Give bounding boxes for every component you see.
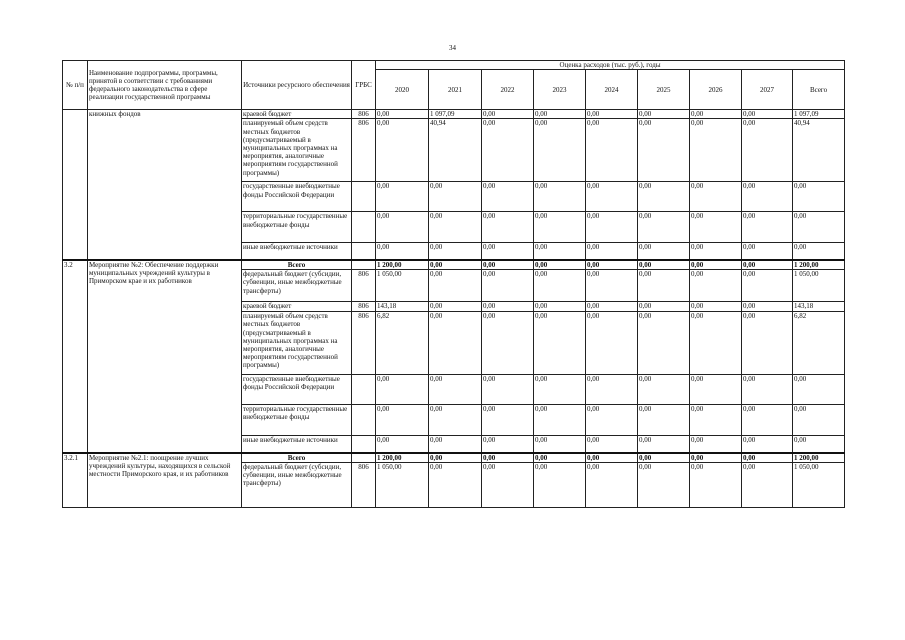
source-cell: территориальные государственные внебюджетные фонды <box>242 212 352 243</box>
value-cell: 0,00 <box>690 119 742 182</box>
value-cell: 40,94 <box>429 119 482 182</box>
header-year: Всего <box>793 70 845 110</box>
value-cell: 0,00 <box>793 182 845 212</box>
value-cell: 0,00 <box>429 243 482 260</box>
grbs-cell <box>352 375 376 405</box>
value-cell: 0,00 <box>638 110 690 119</box>
value-cell: 0,00 <box>534 119 586 182</box>
value-cell: 0,00 <box>742 375 793 405</box>
value-cell: 0,00 <box>482 375 534 405</box>
value-cell: 0,00 <box>793 375 845 405</box>
value-cell: 0,00 <box>482 243 534 260</box>
value-cell: 0,00 <box>429 312 482 375</box>
value-cell: 0,00 <box>482 436 534 453</box>
value-cell: 0,00 <box>742 453 793 463</box>
value-cell: 0,00 <box>482 312 534 375</box>
header-year: 2022 <box>482 70 534 110</box>
value-cell: 0,00 <box>429 270 482 302</box>
value-cell: 1 200,00 <box>793 260 845 270</box>
value-cell: 0,00 <box>690 302 742 312</box>
grbs-cell <box>352 453 376 463</box>
value-cell: 0,00 <box>742 260 793 270</box>
grbs-cell: 806 <box>352 110 376 119</box>
grbs-cell <box>352 182 376 212</box>
grbs-cell <box>352 212 376 243</box>
source-cell: государственные внебюджетные фонды Российской Федерации <box>242 182 352 212</box>
value-cell: 0,00 <box>586 270 638 302</box>
value-cell: 0,00 <box>586 312 638 375</box>
value-cell: 0,00 <box>376 405 429 436</box>
value-cell: 1 050,00 <box>793 462 845 507</box>
item-number: 3.2 <box>63 260 88 453</box>
value-cell: 0,00 <box>534 436 586 453</box>
value-cell: 0,00 <box>638 436 690 453</box>
source-cell: Всего <box>242 453 352 463</box>
value-cell: 0,00 <box>534 405 586 436</box>
value-cell: 0,00 <box>690 462 742 507</box>
value-cell: 0,00 <box>482 453 534 463</box>
value-cell: 1 050,00 <box>793 270 845 302</box>
value-cell: 0,00 <box>482 212 534 243</box>
value-cell: 0,00 <box>534 462 586 507</box>
source-cell: планируемый объем средств местных бюджетов (предусматриваемый в муниципальных программах на мероприятия, аналогичные мероприятиям государственной программы) <box>242 119 352 182</box>
value-cell: 0,00 <box>429 405 482 436</box>
source-cell: иные внебюджетные источники <box>242 243 352 260</box>
value-cell: 0,00 <box>793 243 845 260</box>
value-cell: 0,00 <box>534 260 586 270</box>
value-cell: 0,00 <box>742 243 793 260</box>
item-name: Мероприятие №2: Обеспечение поддержки муниципальных учреждений культуры в Приморском крае и их работников <box>88 260 242 453</box>
value-cell: 0,00 <box>482 302 534 312</box>
source-cell: государственные внебюджетные фонды Российской Федерации <box>242 375 352 405</box>
source-cell: Всего <box>242 260 352 270</box>
value-cell: 0,00 <box>534 375 586 405</box>
grbs-cell <box>352 243 376 260</box>
value-cell: 0,00 <box>690 260 742 270</box>
header-estimate: Оценка расходов (тыс. руб.), годы <box>376 61 845 70</box>
value-cell: 1 097,09 <box>429 110 482 119</box>
value-cell: 0,00 <box>586 260 638 270</box>
value-cell: 0,00 <box>429 212 482 243</box>
value-cell: 0,00 <box>690 270 742 302</box>
value-cell: 1 200,00 <box>793 453 845 463</box>
source-cell: планируемый объем средств местных бюджетов (предусматриваемый в муниципальных программах на мероприятия, аналогичные мероприятиям государственной программы) <box>242 312 352 375</box>
value-cell: 0,00 <box>482 462 534 507</box>
value-cell: 0,00 <box>742 212 793 243</box>
table-row <box>63 453 845 463</box>
grbs-cell <box>352 405 376 436</box>
value-cell: 1 200,00 <box>376 260 429 270</box>
table-row <box>63 110 845 119</box>
grbs-cell: 806 <box>352 270 376 302</box>
header-name: Наименование подпрограммы, программы, принятой в соответствии с требованиями федерального законодательства в сфере реализации государственной программы <box>88 61 242 110</box>
value-cell: 0,00 <box>429 260 482 270</box>
value-cell: 0,00 <box>376 119 429 182</box>
value-cell: 143,18 <box>376 302 429 312</box>
value-cell: 0,00 <box>534 243 586 260</box>
value-cell: 0,00 <box>690 375 742 405</box>
value-cell: 0,00 <box>586 405 638 436</box>
value-cell: 0,00 <box>690 405 742 436</box>
header-year: 2021 <box>429 70 482 110</box>
value-cell: 0,00 <box>376 110 429 119</box>
value-cell: 0,00 <box>586 119 638 182</box>
value-cell: 0,00 <box>429 462 482 507</box>
value-cell: 0,00 <box>742 119 793 182</box>
header-sources: Источники ресурсного обеспечения <box>242 61 352 110</box>
value-cell: 0,00 <box>534 312 586 375</box>
value-cell: 0,00 <box>638 182 690 212</box>
value-cell: 0,00 <box>638 212 690 243</box>
value-cell: 0,00 <box>742 462 793 507</box>
item-name: Мероприятие №2.1: поощрение лучших учреждений культуры, находящихся в сельской местности Приморского края, и их работников <box>88 453 242 508</box>
value-cell: 0,00 <box>638 453 690 463</box>
value-cell: 0,00 <box>429 302 482 312</box>
header-year: 2020 <box>376 70 429 110</box>
value-cell: 1 050,00 <box>376 462 429 507</box>
grbs-cell: 806 <box>352 462 376 507</box>
value-cell: 0,00 <box>482 260 534 270</box>
item-number <box>63 110 88 260</box>
value-cell: 0,00 <box>482 110 534 119</box>
value-cell: 0,00 <box>793 405 845 436</box>
value-cell: 0,00 <box>376 436 429 453</box>
value-cell: 0,00 <box>534 182 586 212</box>
value-cell: 0,00 <box>742 302 793 312</box>
value-cell: 0,00 <box>742 312 793 375</box>
source-cell: территориальные государственные внебюджетные фонды <box>242 405 352 436</box>
value-cell: 0,00 <box>376 243 429 260</box>
value-cell: 0,00 <box>793 436 845 453</box>
value-cell: 0,00 <box>793 212 845 243</box>
value-cell: 0,00 <box>638 302 690 312</box>
value-cell: 0,00 <box>376 182 429 212</box>
value-cell: 1 050,00 <box>376 270 429 302</box>
value-cell: 0,00 <box>534 212 586 243</box>
value-cell: 0,00 <box>690 243 742 260</box>
value-cell: 0,00 <box>482 182 534 212</box>
header-year: 2026 <box>690 70 742 110</box>
value-cell: 0,00 <box>690 212 742 243</box>
grbs-cell <box>352 436 376 453</box>
value-cell: 0,00 <box>586 243 638 260</box>
value-cell: 0,00 <box>482 119 534 182</box>
value-cell: 0,00 <box>429 436 482 453</box>
value-cell: 0,00 <box>534 302 586 312</box>
header-year: 2027 <box>742 70 793 110</box>
value-cell: 0,00 <box>742 270 793 302</box>
value-cell: 0,00 <box>586 462 638 507</box>
value-cell: 0,00 <box>742 405 793 436</box>
value-cell: 0,00 <box>482 270 534 302</box>
value-cell: 0,00 <box>638 405 690 436</box>
grbs-cell: 806 <box>352 119 376 182</box>
page-number: 34 <box>449 44 456 52</box>
item-name: книжных фондов <box>88 110 242 260</box>
value-cell: 0,00 <box>534 270 586 302</box>
value-cell: 0,00 <box>586 302 638 312</box>
value-cell: 6,82 <box>376 312 429 375</box>
source-cell: иные внебюджетные источники <box>242 436 352 453</box>
value-cell: 0,00 <box>742 182 793 212</box>
header-year: 2023 <box>534 70 586 110</box>
value-cell: 0,00 <box>690 110 742 119</box>
value-cell: 0,00 <box>586 436 638 453</box>
value-cell: 0,00 <box>482 405 534 436</box>
value-cell: 0,00 <box>586 182 638 212</box>
grbs-cell <box>352 260 376 270</box>
source-cell: федеральный бюджет (субсидии, субвенции, иные межбюджетные трансферты) <box>242 270 352 302</box>
value-cell: 0,00 <box>742 436 793 453</box>
item-number: 3.2.1 <box>63 453 88 508</box>
value-cell: 0,00 <box>586 212 638 243</box>
grbs-cell: 806 <box>352 302 376 312</box>
source-cell: федеральный бюджет (субсидии, субвенции, иные межбюджетные трансферты) <box>242 462 352 507</box>
value-cell: 0,00 <box>638 260 690 270</box>
header-num: № п/п <box>63 61 88 110</box>
value-cell: 0,00 <box>376 375 429 405</box>
value-cell: 0,00 <box>690 182 742 212</box>
value-cell: 0,00 <box>429 375 482 405</box>
value-cell: 0,00 <box>638 270 690 302</box>
header-grbs: ГРБС <box>352 61 376 110</box>
value-cell: 0,00 <box>429 182 482 212</box>
value-cell: 0,00 <box>586 453 638 463</box>
header-year: 2025 <box>638 70 690 110</box>
value-cell: 0,00 <box>534 110 586 119</box>
value-cell: 0,00 <box>638 119 690 182</box>
header-year: 2024 <box>586 70 638 110</box>
grbs-cell: 806 <box>352 312 376 375</box>
budget-table <box>62 60 845 508</box>
source-cell: краевой бюджет <box>242 110 352 119</box>
value-cell: 1 200,00 <box>376 453 429 463</box>
value-cell: 0,00 <box>586 110 638 119</box>
source-cell: краевой бюджет <box>242 302 352 312</box>
value-cell: 0,00 <box>534 453 586 463</box>
value-cell: 0,00 <box>742 110 793 119</box>
value-cell: 0,00 <box>376 212 429 243</box>
value-cell: 0,00 <box>690 312 742 375</box>
value-cell: 0,00 <box>638 312 690 375</box>
value-cell: 0,00 <box>638 462 690 507</box>
value-cell: 0,00 <box>638 375 690 405</box>
table-row <box>63 260 845 270</box>
value-cell: 0,00 <box>690 436 742 453</box>
value-cell: 0,00 <box>429 453 482 463</box>
value-cell: 143,18 <box>793 302 845 312</box>
value-cell: 6,82 <box>793 312 845 375</box>
value-cell: 0,00 <box>690 453 742 463</box>
value-cell: 0,00 <box>638 243 690 260</box>
value-cell: 1 097,09 <box>793 110 845 119</box>
value-cell: 40,94 <box>793 119 845 182</box>
value-cell: 0,00 <box>586 375 638 405</box>
